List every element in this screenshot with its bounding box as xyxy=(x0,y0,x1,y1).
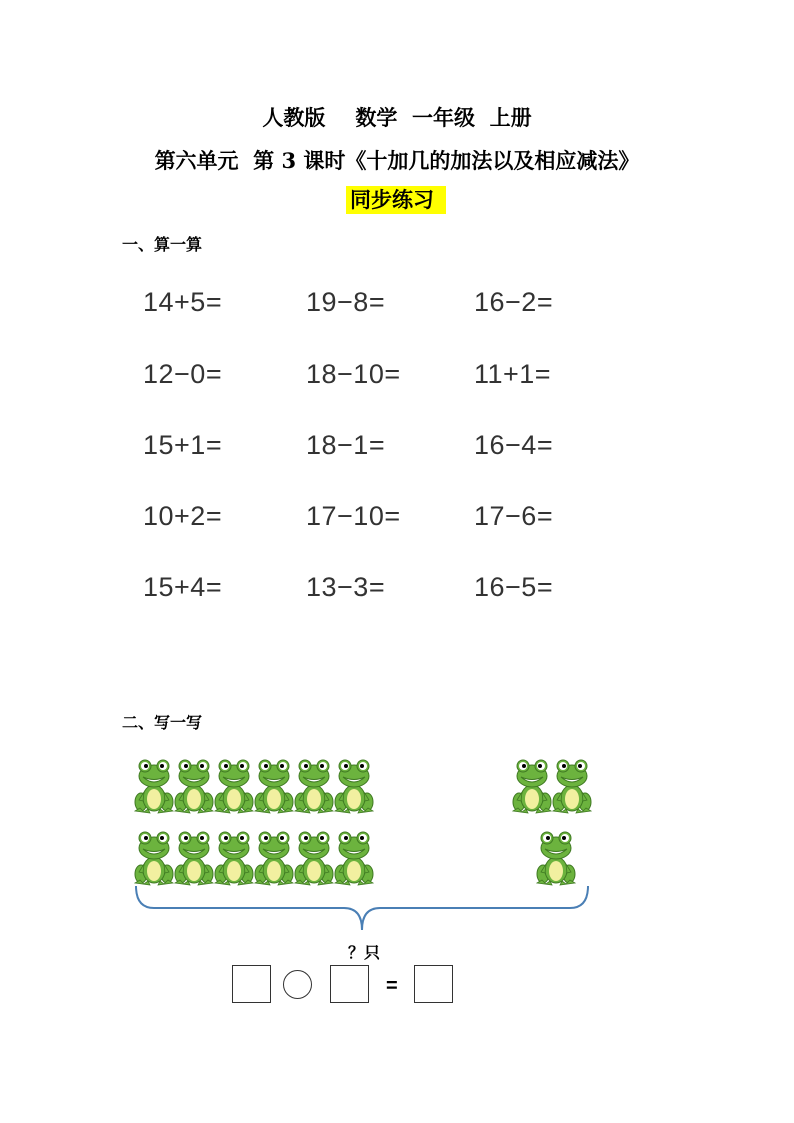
answer-box-1[interactable] xyxy=(232,965,271,1003)
frog-icon xyxy=(294,756,334,814)
frog-icon xyxy=(134,828,174,886)
question-label: ？只 xyxy=(348,943,381,962)
header-title xyxy=(0,102,794,132)
equation: 10+2= xyxy=(143,501,223,531)
equation: 16−2= xyxy=(474,287,554,317)
worksheet-subtitle: 同步练习 xyxy=(346,186,446,214)
equals-sign: = xyxy=(386,975,398,997)
frog-icon xyxy=(334,756,374,814)
equation: 13−3= xyxy=(306,572,386,602)
equation: 14+5= xyxy=(143,287,223,317)
lesson-title: 第六单元 第 3 课时《十加几的加法以及相应减法》 xyxy=(154,148,640,173)
brace xyxy=(130,882,600,942)
frog-icon xyxy=(134,756,174,814)
operator-circle[interactable] xyxy=(283,970,312,999)
equation: 17−10= xyxy=(306,501,401,531)
frog-icon xyxy=(552,756,592,814)
frog-icon xyxy=(214,828,254,886)
equation: 16−4= xyxy=(474,430,554,460)
equation: 16−5= xyxy=(474,572,554,602)
equation: 15+1= xyxy=(143,430,223,460)
section-2-title: 二、写一写 xyxy=(122,713,203,732)
equation: 18−1= xyxy=(306,430,386,460)
section-1-title: 一、算一算 xyxy=(122,235,203,254)
equation: 17−6= xyxy=(474,501,554,531)
frog-icon xyxy=(536,828,576,886)
subject-grade: 数学 一年级 上册 xyxy=(355,105,532,130)
frog-icon xyxy=(174,828,214,886)
frog-icon xyxy=(174,756,214,814)
equation: 11+1= xyxy=(474,359,552,389)
equation: 18−10= xyxy=(306,359,401,389)
equation: 19−8= xyxy=(306,287,386,317)
equation: 12−0= xyxy=(143,359,223,389)
frog-icon xyxy=(334,828,374,886)
publisher: 人教版 xyxy=(262,105,326,130)
frog-icon xyxy=(214,756,254,814)
answer-box-2[interactable] xyxy=(330,965,369,1003)
frog-icon xyxy=(254,756,294,814)
frog-icon xyxy=(294,828,334,886)
answer-box-3[interactable] xyxy=(414,965,453,1003)
frog-icon xyxy=(512,756,552,814)
equation: 15+4= xyxy=(143,572,223,602)
frog-icon xyxy=(254,828,294,886)
